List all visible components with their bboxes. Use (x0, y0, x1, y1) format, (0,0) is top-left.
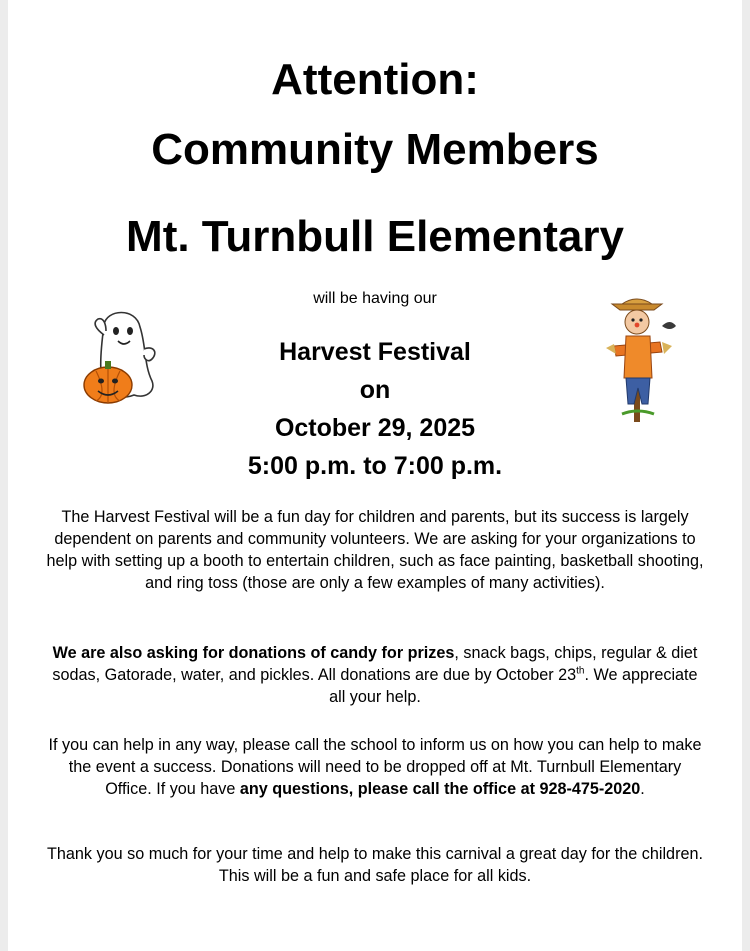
paragraph-festival: The Harvest Festival will be a fun day for children and parents, but its success is largely dependent on parents and community volunteers. We are asking for your organizations to help with setting up a booth to entertain children, such as face painting, basketball shooting, and ring toss (those are only a few examples of many activities). (46, 508, 704, 592)
paragraph-thanks: Thank you so much for your time and help to make this carnival a great day for the children. This will be a fun and safe place for all kids. (47, 845, 703, 885)
donations-bold-text: We are also asking for donations of candy for prizes (52, 644, 455, 662)
event-name: Harvest Festival (279, 338, 471, 366)
flyer-page (8, 0, 742, 951)
event-on: on (359, 376, 391, 404)
event-time: 5:00 p.m. to 7:00 p.m. (247, 452, 503, 480)
ghost-pumpkin-icon (74, 305, 170, 407)
donations-sup: th (576, 665, 585, 677)
heading-attention: Attention: (271, 55, 479, 104)
contact-bold-phone: any questions, please call the office at 928-475-2020 (239, 780, 641, 798)
donations-text: , snack bags, chips, regular & diet sodas, Gatorade, water, and pickles. All donations are due by October 23 (52, 644, 698, 684)
paragraph-contact (44, 734, 706, 800)
intro-text: will be having our (313, 290, 437, 307)
event-date: October 29, 2025 (274, 414, 476, 442)
contact-text: If you can help in any way, please call the school to inform us on how you can help to make the event a success. Donations will need to be dropped off at Mt. Turnbull Elementary Office. If you have (48, 736, 702, 798)
donations-end-text: . We appreciate all your help. (329, 666, 698, 706)
heading-school: Mt. Turnbull Elementary (126, 212, 624, 261)
heading-community: Community Members (151, 125, 599, 174)
contact-end-text: . (640, 780, 645, 798)
scarecrow-icon (592, 296, 684, 424)
paragraph-donations (44, 642, 706, 708)
